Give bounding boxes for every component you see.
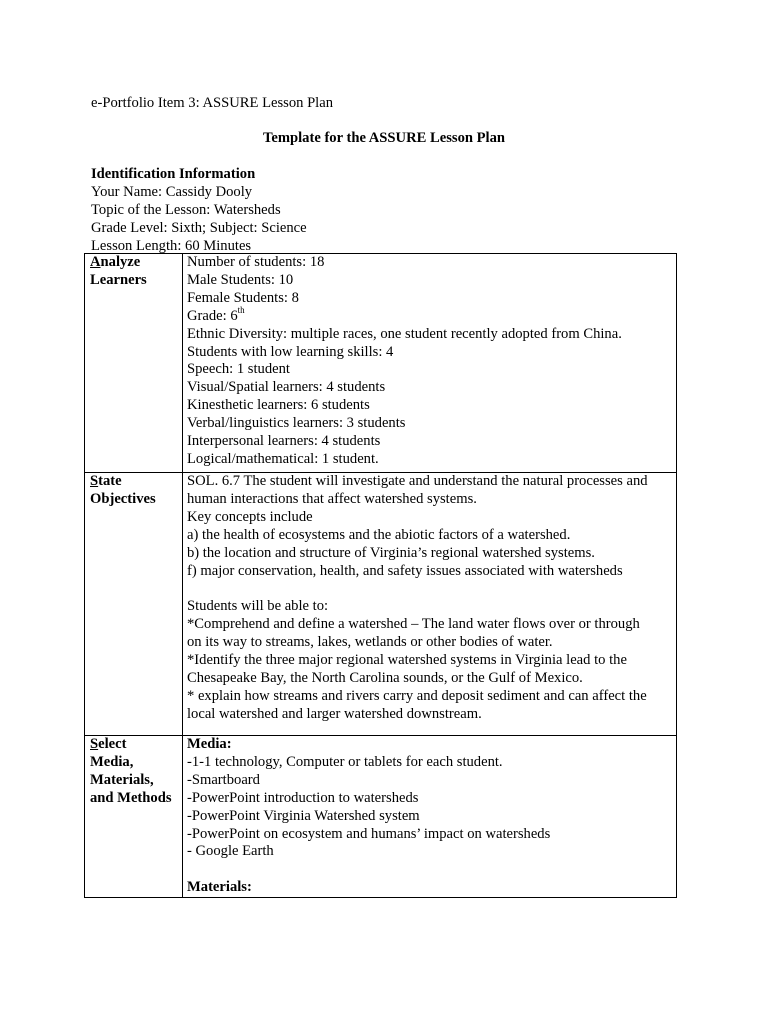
list-item: a) the health of ecosystems and the abiotic factors of a watershed. bbox=[187, 526, 571, 543]
label-initial: A bbox=[90, 254, 101, 270]
list-item: -PowerPoint on ecosystem and humans’ impact on watersheds bbox=[187, 825, 551, 842]
grade-text: Grade: 6 bbox=[187, 307, 238, 324]
label-initial: S bbox=[90, 473, 99, 489]
list-item: Kinesthetic learners: 6 students bbox=[187, 397, 370, 414]
your-name: Your Name: Cassidy Dooly bbox=[91, 183, 253, 200]
select-media-content bbox=[183, 736, 677, 898]
label-line: Learners bbox=[90, 271, 147, 288]
lesson-length: Lesson Length: 60 Minutes bbox=[91, 237, 252, 254]
identification-section bbox=[91, 166, 307, 256]
list-item: on its way to streams, lakes, wetlands or other bodies of water. bbox=[187, 634, 553, 651]
list-item: Students with low learning skills: 4 bbox=[187, 343, 394, 360]
blank-line bbox=[187, 861, 672, 879]
label-initial: S bbox=[90, 736, 99, 752]
list-item: Number of students: 18 bbox=[187, 254, 325, 270]
list-item: Speech: 1 student bbox=[187, 361, 290, 378]
grade-superscript: th bbox=[237, 304, 245, 315]
list-item: Male Students: 10 bbox=[187, 271, 294, 288]
list-item: -PowerPoint Virginia Watershed system bbox=[187, 807, 420, 824]
list-item: SOL. 6.7 The student will investigate and understand the natural processes and bbox=[187, 473, 648, 489]
state-objectives-content bbox=[183, 473, 677, 736]
list-item: Students will be able to: bbox=[187, 598, 329, 615]
list-item: f) major conservation, health, and safety issues associated with watersheds bbox=[187, 562, 623, 579]
list-item: - Google Earth bbox=[187, 843, 274, 860]
grade-level: Grade Level: Sixth; Subject: Science bbox=[91, 219, 307, 236]
list-item: *Comprehend and define a watershed – The land water flows over or through bbox=[187, 616, 640, 633]
assure-table bbox=[84, 253, 677, 898]
list-item: Key concepts include bbox=[187, 508, 313, 525]
list-item: Chesapeake Bay, the North Carolina sounds, or the Gulf of Mexico. bbox=[187, 669, 583, 686]
list-item: -1-1 technology, Computer or tablets for each student. bbox=[187, 753, 503, 770]
label-line: Materials, bbox=[90, 771, 154, 788]
list-item: human interactions that affect watershed systems. bbox=[187, 490, 477, 507]
label-line: Objectives bbox=[90, 490, 156, 507]
table-row-analyze-learners bbox=[85, 254, 677, 473]
list-item: Logical/mathematical: 1 student. bbox=[187, 450, 379, 467]
document-title: Template for the ASSURE Lesson Plan bbox=[262, 130, 506, 146]
lesson-topic: Topic of the Lesson: Watersheds bbox=[91, 201, 281, 218]
list-item: Female Students: 8 bbox=[187, 289, 299, 306]
table-row-state-objectives bbox=[85, 473, 677, 736]
list-item: Interpersonal learners: 4 students bbox=[187, 433, 381, 450]
list-item: * explain how streams and rivers carry and deposit sediment and can affect the bbox=[187, 687, 647, 704]
label-rest: elect bbox=[98, 736, 127, 752]
media-heading: Media: bbox=[187, 736, 232, 752]
analyze-learners-label bbox=[85, 254, 183, 473]
blank-line bbox=[187, 580, 672, 598]
list-item: b) the location and structure of Virginia’s regional watershed systems. bbox=[187, 544, 595, 561]
list-item: -Smartboard bbox=[187, 771, 260, 788]
table-row-select-media bbox=[85, 736, 677, 898]
list-item: Verbal/linguistics learners: 3 students bbox=[187, 415, 406, 432]
analyze-learners-content bbox=[183, 254, 677, 473]
label-rest: tate bbox=[98, 473, 122, 489]
portfolio-header: e-Portfolio Item 3: ASSURE Lesson Plan bbox=[91, 95, 334, 111]
list-item: *Identify the three major regional watershed systems in Virginia lead to the bbox=[187, 652, 627, 669]
list-item: local watershed and larger watershed downstream. bbox=[187, 705, 482, 722]
select-media-label bbox=[85, 736, 183, 898]
label-line: and Methods bbox=[90, 789, 172, 806]
materials-heading: Materials: bbox=[187, 879, 252, 896]
state-objectives-label bbox=[85, 473, 183, 736]
identification-heading: Identification Information bbox=[91, 166, 256, 182]
label-line: Media, bbox=[90, 753, 134, 770]
label-rest: nalyze bbox=[100, 254, 141, 270]
list-item: Visual/Spatial learners: 4 students bbox=[187, 379, 386, 396]
list-item: -PowerPoint introduction to watersheds bbox=[187, 789, 419, 806]
list-item-grade bbox=[187, 304, 672, 326]
list-item: Ethnic Diversity: multiple races, one student recently adopted from China. bbox=[187, 325, 622, 342]
